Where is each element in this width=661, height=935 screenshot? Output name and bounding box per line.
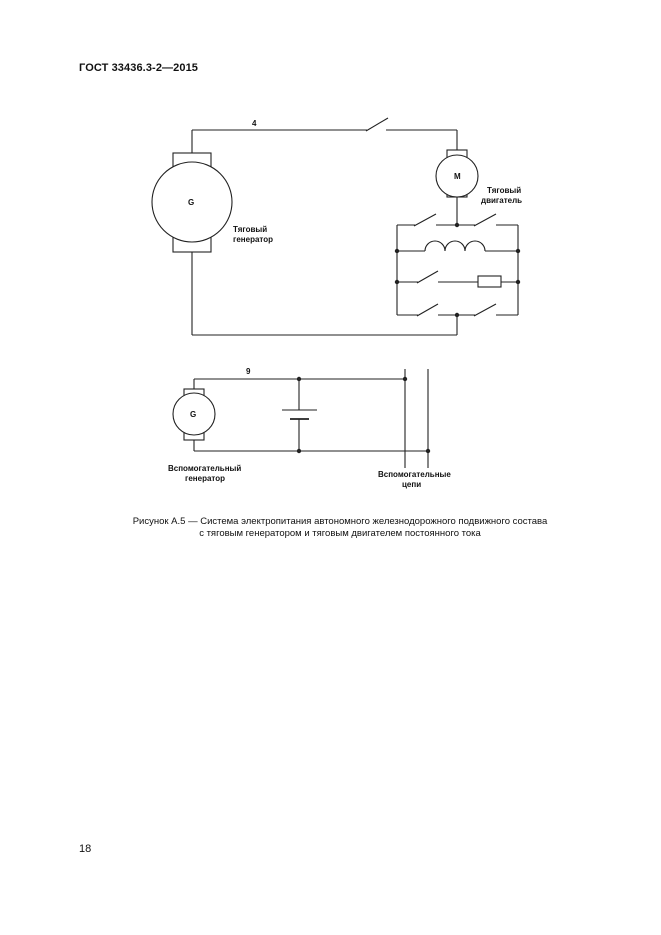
traction-generator-label-line2: генератор (233, 235, 273, 244)
wire-label-4: 4 (252, 119, 257, 128)
main-switch (366, 118, 388, 131)
traction-motor-symbol-label: M (454, 172, 461, 181)
page-number: 18 (79, 843, 92, 855)
aux-generator-label-line2: генератор (185, 474, 225, 483)
aux-generator-label-line1: Вспомогательный (168, 464, 242, 473)
document-header: ГОСТ 33436.3-2—2015 (79, 62, 199, 74)
traction-generator-label-line1: Тяговый (233, 225, 268, 234)
figure-caption (90, 516, 590, 540)
junction-dots (395, 223, 520, 317)
traction-loop-wires (192, 130, 457, 335)
figure-caption-line1: Рисунок А.5 — Система электропитания автономного железнодорожного подвижного состава (132, 516, 548, 527)
aux-circuits-label-line2: цепи (402, 480, 422, 489)
aux-generator-symbol-label: G (190, 410, 197, 419)
traction-generator-symbol-label: G (188, 198, 195, 207)
aux-circuits-label-line1: Вспомогательные (378, 470, 451, 479)
wire-label-9: 9 (246, 367, 251, 376)
traction-motor-symbol (436, 150, 478, 225)
traction-motor-label-line2: двигатель (481, 196, 523, 205)
figure-caption-line2: с тяговым генератором и тяговым двигателем постоянного тока (199, 528, 481, 539)
aux-junction-dots (297, 377, 430, 453)
aux-circuit-wires (194, 369, 428, 468)
traction-motor-label-line1: Тяговый (487, 186, 522, 195)
